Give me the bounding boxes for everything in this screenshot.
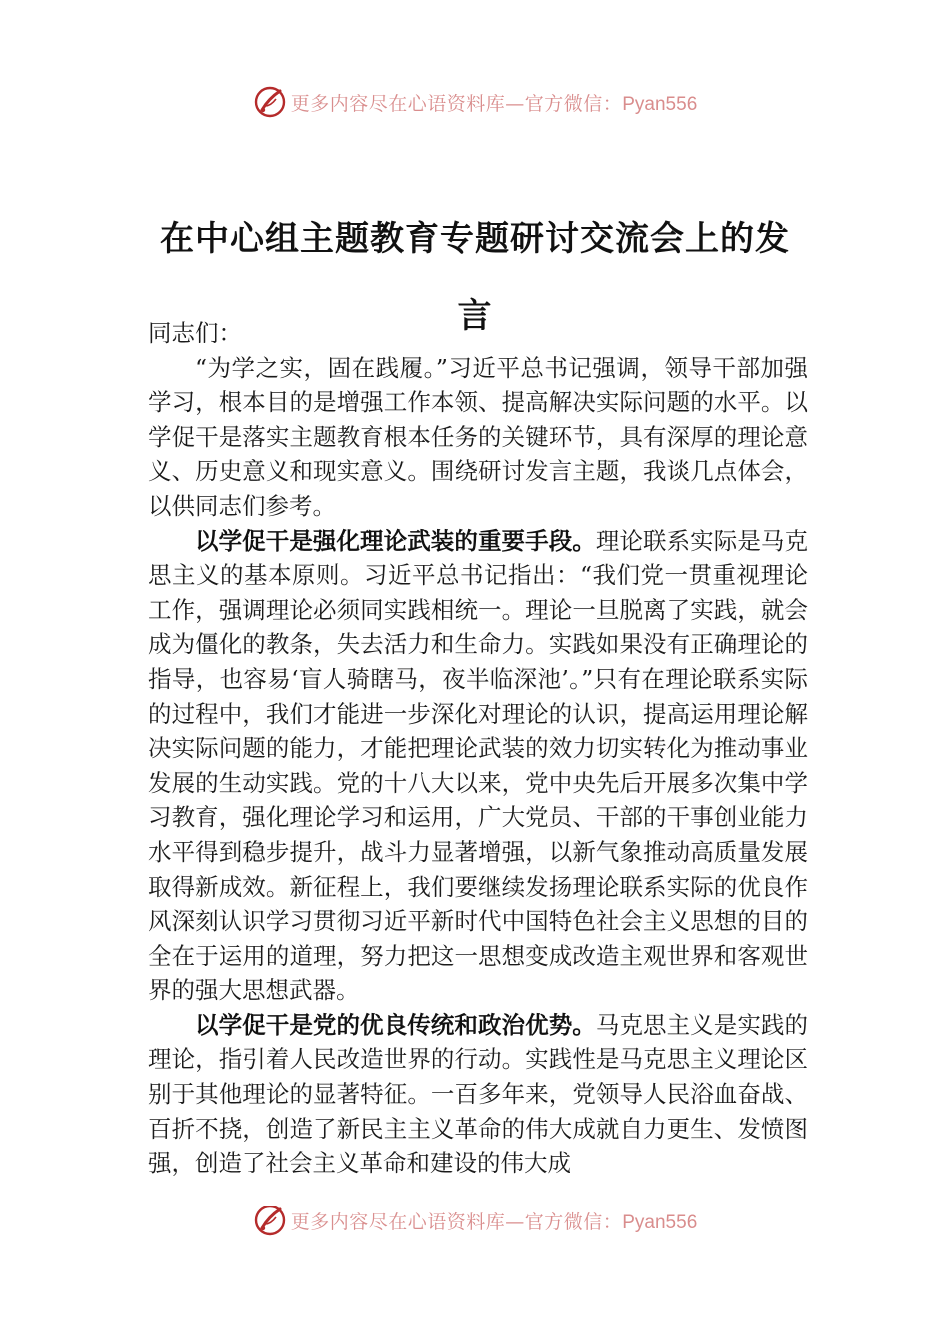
footer-banner-main: 更多内容尽在心语资料库—官方微信： [290,1210,623,1233]
footer-banner [0,1206,950,1244]
header-banner-main: 更多内容尽在心语资料库—官方微信： [290,92,623,115]
brush-logo-icon [253,1206,287,1237]
paragraph-text: “为学之实，固在践履。”习近平总书记强调，领导干部加强学习，根本目的是增强工作本领、提高解决实际问题的水平。以学促干是落实主题教育根本任务的关键环节，具有深厚的理论意义、历史意义和现实意义。围绕研讨发言主题，我谈几点体会，以供同志们参考。 [148,353,808,520]
footer-banner-wechat: Pyan556 [622,1211,698,1233]
paragraph-text: 理论联系实际是马克思主义的基本原则。习近平总书记指出：“我们党一贯重视理论工作，强调理论必须同实践相统一。理论一旦脱离了实践，就会成为僵化的教条，失去活力和生命力。实践如果没有正确理论的指导，也容易‘盲人骑瞎马，夜半临深池’。”只有在理论联系实际的过程中，我们才能进一步深化对理论的认识，提高运用理论解决实际问题的能力，才能把理论武装的效力切实转化为推动事业发展的生动实践。党的十八大以来，党中央先后开展多次集中学习教育，强化理论学习和运用，广大党员、干部的干事创业能力水平得到稳步提升，战斗力显著增强，以新气象推动高质量发展取得新成效。新征程上，我们要继续发扬理论联系实际的优良作风深刻认识学习贯彻习近平新时代中国特色社会主义思想的目的全在于运用的道理，努力把这一思想变成改造主观世界和客观世界的强大思想武器。 [148,526,808,1005]
paragraph-lead: 以学促干是强化理论武装的重要手段。 [195,526,596,555]
header-banner-wechat: Pyan556 [622,93,698,115]
paragraph-tradition [148,1008,808,1181]
paragraph-intro [148,351,808,524]
paragraph-lead: 以学促干是党的优良传统和政治优势。 [195,1010,596,1039]
paragraph-text: 马克思主义是实践的理论，指引着人民改造世界的行动。实践性是马克思主义理论区别于其他理论的显著特征。一百多年来，党领导人民浴血奋战、百折不挠，创造了新民主主义革命的伟大成就自力更生、发愤图强，创造了社会主义革命和建设的伟大成 [148,1010,808,1178]
document-title: 在中心组主题教育专题研讨交流会上的发言 [160,218,790,336]
header-banner-text [291,89,698,116]
header-banner [0,82,950,122]
salutation: 同志们： [148,319,242,347]
document-body [148,316,808,1181]
brush-logo-icon [253,85,287,119]
footer-banner-text [291,1207,698,1234]
paragraph-theory [148,524,808,1008]
